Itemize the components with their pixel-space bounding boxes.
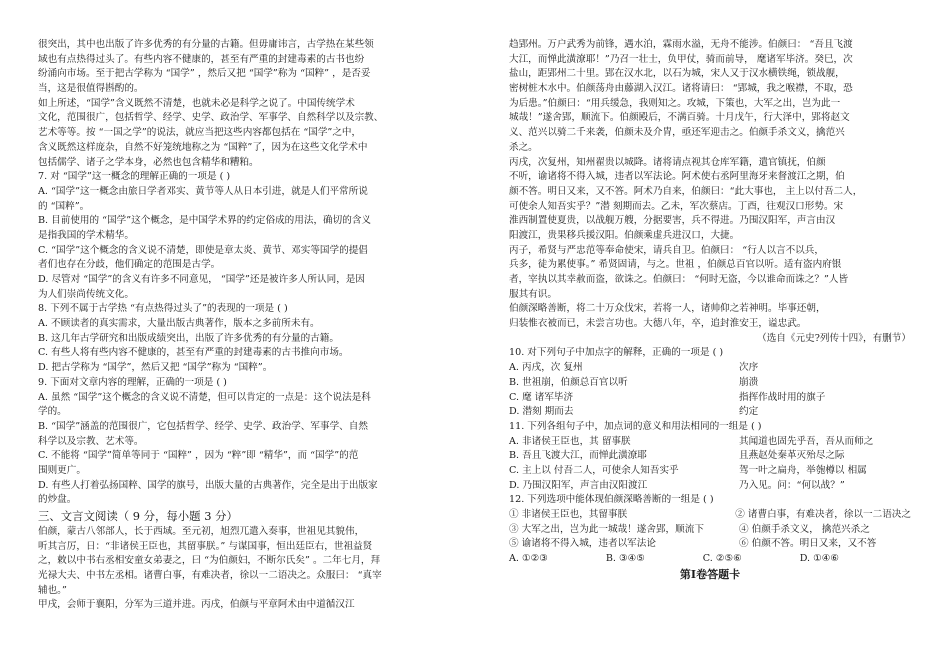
text-line: 为后患。”伯颜曰：“用兵缓急，我则知之。攻城，下策也，大军之出，岂为此一 bbox=[509, 97, 841, 109]
choice-d: D. ①④⑥ bbox=[799, 553, 839, 565]
choice-a: A. ①②③ bbox=[509, 553, 548, 565]
text-line: A. “国学”这一概念由旅日学者邓实、黄节等人从日本引进，就是人们平常所说 bbox=[38, 185, 368, 197]
text-line: 甲戌，会师于襄阳，分军为三道并进。丙戌，伯颜与平章阿术由中道循汉江 bbox=[38, 599, 355, 611]
text-line: 伯颜，蒙古八邻部人，长于西域。至元初，旭烈兀遣入奏事，世祖见其貌伟， bbox=[38, 526, 365, 537]
text-line: 纷涌向市场。至于把古学称为 “国学” ，然后又把 “国学”称为 “国粹” ，是否妥 bbox=[38, 68, 371, 80]
text-line: C. “国学”这个概念的含义说不清楚，即使是章太炎、黄节、邓实等国学的提倡 bbox=[38, 244, 368, 256]
option-sentence: C. 主上以 付吾二人，可使余人知吾实乎 bbox=[509, 464, 679, 476]
option-row bbox=[509, 376, 911, 391]
text-line: 不听，谕诸将不得入城，违者以军法论。阿术使右丞阿里海牙来督渡江之期，伯 bbox=[509, 171, 845, 183]
option-explanation: 崩溃 bbox=[739, 376, 759, 388]
statement: ⑤ 谕诸将不得入城，违者以军法论 bbox=[509, 538, 656, 550]
statement: ② 诸曹白事，有难决者，徐以一二语决之 bbox=[735, 509, 911, 520]
text-line: 淮西制置使夏贵，以战舰万艘，分据要害，兵不得进。乃围汉阳军，声言由汉 bbox=[509, 215, 836, 227]
left-column bbox=[38, 38, 438, 613]
text-line: 丙戌，次复州，知州翟贵以城降。诸将请点视其仓库军籍，遣官镇抚，伯颜 bbox=[509, 156, 826, 168]
question-stem: 11. 下列各组句子中，加点词的意义和用法相同的一组是 ( ) bbox=[509, 420, 762, 432]
text-line: 的炒盘。 bbox=[38, 494, 77, 506]
option-sentence: B. 世祖崩，伯颜总百官以听 bbox=[509, 376, 628, 388]
text-line: 大江，而惮此潢潦耶！”乃召一壮士，负甲仗，骑而前导， 麾诸军毕济。癸巳，次 bbox=[509, 53, 853, 65]
option-sentence: A. 非诸侯王臣也，其 留事朕 bbox=[509, 435, 631, 447]
modern-text-passage-and-questions bbox=[38, 38, 438, 508]
option-sentence: B. 吾且飞渡大江，而惮此潢潦耶 bbox=[509, 450, 647, 462]
section-heading-classical-reading: 三、文言文阅读（ 9 分，每小题 3 分） bbox=[38, 509, 238, 523]
option-compare-sentence: 乃入见。问：“何以战？” bbox=[739, 479, 845, 491]
statement: ① 非诸侯王臣也，其留事朕 bbox=[509, 509, 628, 520]
text-line: 的 “国粹”。 bbox=[38, 200, 90, 212]
text-line: B. 目前使用的 “国学”这个概念，是中国学术界的约定俗成的用法，确切的含义 bbox=[38, 215, 372, 227]
statement: ④ 伯颜手杀文义， 擒范兴杀之 bbox=[739, 523, 870, 535]
statement: ③ 大军之出，岂为此一城哉！遂舍郢，顺流下 bbox=[509, 523, 704, 535]
text-line: 含义既然这样庞杂，自然不好笼统地称之为 “国粹”了，因为在这些文化学术中 bbox=[38, 141, 368, 153]
text-line: 阳渡江，贵果移兵援汉阳。伯颜乘虚兵进汉口，大捷。 bbox=[509, 229, 740, 241]
text-line: 科学以及宗教、艺术等。 bbox=[38, 435, 144, 447]
text-line: 兵多，徒为累使事。” 希贤固请，与之。世祖 ，伯颜总百官以听。适有盗内府银 bbox=[509, 259, 842, 271]
option-row bbox=[509, 361, 911, 376]
text-line: 者们也存在分歧，他们确定的范围是古学。 bbox=[38, 259, 221, 271]
option-row bbox=[509, 405, 911, 420]
text-line: 为人们崇尚传统文化。 bbox=[38, 288, 134, 300]
text-line: 颜不答。明日又来，又不答。阿术乃自来，伯颜曰：“此大事也， 主上以付吾二人， bbox=[509, 185, 863, 197]
text-line: 之，敕以中书右丞相安童女弟妻之，曰 “为伯颜妇，不断尔氏矣” 。二年七月，拜 bbox=[38, 555, 381, 567]
question-11 bbox=[509, 420, 911, 493]
option-row bbox=[509, 464, 911, 479]
text-line: 城哉！”遂舍郢，顺流下。伯颜殿后，不满百骑。十月戊午，行大泽中，郢将赵文 bbox=[509, 112, 850, 124]
text-line: 盐山，距郢州二十里。郢在汉水北，以石为城，宋人又于汉水横铁绳，锁战舰， bbox=[509, 68, 845, 80]
text-line: 辅也。” bbox=[38, 584, 67, 596]
answer-sheet-title: 第Ⅰ卷答题卡 bbox=[679, 567, 741, 581]
text-line: 艺术等等。按 “一国之学”的说法，就应当把这些内容都包括在 “国学”之中， bbox=[38, 127, 362, 139]
statement-row bbox=[509, 508, 911, 523]
text-line: 如上所述，“国学”含义既然不清楚，也就未必是科学之说了。中国传统学术 bbox=[38, 97, 355, 109]
option-explanation: 次序 bbox=[739, 362, 759, 374]
text-line: 伯颜深略善断，将二十万众伐宋，若将一人，诸帅仰之若神明。毕事还朝， bbox=[509, 303, 826, 315]
option-row bbox=[509, 479, 911, 494]
text-line: 9. 下面对文章内容的理解，正确的一项是 ( ) bbox=[38, 376, 227, 388]
source-note: （选自《元史?列传十四》，有删节） bbox=[757, 332, 911, 344]
option-row bbox=[509, 435, 911, 450]
text-line: 是指我国的学术精华。 bbox=[38, 229, 134, 241]
option-row bbox=[509, 391, 911, 406]
choice-c: C. ②⑤⑥ bbox=[702, 553, 742, 565]
text-line: A. 虽然 “国学”这个概念的含义说不清楚，但可以肯定的一点是：这个说法是科 bbox=[38, 391, 371, 403]
text-line: 丙子，希贤与严忠范等奉命使宋，请兵自卫。伯颜曰： “行人以言不以兵， bbox=[509, 244, 824, 256]
option-sentence: C. 麾 诸军毕济 bbox=[509, 391, 574, 403]
question-stem: 12. 下列选项中能体现伯颜深略善断的一组是 ( ) bbox=[509, 494, 714, 506]
text-line: D. 尽管对 “国学”的含义有许多不同意见， “国学”还是被许多人所认同，是因 bbox=[38, 274, 365, 285]
option-compare-sentence: 其闻道也固先乎吾，吾从而师之 bbox=[739, 435, 874, 447]
option-explanation: 指挥作战时用的旗子 bbox=[739, 391, 826, 403]
statement-row bbox=[509, 523, 911, 538]
text-line: 听其言厉，日：“非诸侯王臣也，其留事朕。” 与谋国事，恒出廷臣右，世祖益贤 bbox=[38, 540, 373, 552]
option-row bbox=[509, 449, 911, 464]
option-sentence: D. 潜刻 期而去 bbox=[509, 406, 574, 418]
text-line: 7. 对 “国学”这一概念的理解正确的一项是 ( ) bbox=[38, 171, 231, 183]
text-line: 归装惟衣被而已，未尝言功也。大德八年，卒，追封淮安王，谥忠武。 bbox=[509, 318, 807, 330]
text-line: 光禄大夫、中书左丞相。诸曹白事，有难决者，徐以一二语决之。众服曰： “真宰 bbox=[38, 570, 382, 582]
text-line: 很突出，其中也出版了许多优秀的有分量的古籍。但毋庸讳言，古学热在某些领 bbox=[38, 39, 374, 50]
classical-passage-continued bbox=[509, 38, 911, 332]
text-line: 域也有点热得过头了。有些内容不健康的，甚至有严重的封建毒素的古书也纷 bbox=[38, 53, 365, 65]
text-line: 8. 下列不属于古学热 “有点热得过头了”的表现的一项是 ( ) bbox=[38, 303, 288, 315]
statement: ⑥ 伯颜不答。明日又来，又不答 bbox=[739, 538, 877, 550]
option-compare-sentence: 驾一叶之扁舟，举匏樽以 相属 bbox=[739, 464, 867, 476]
question-10 bbox=[509, 346, 911, 419]
text-line: 文化，范围很广，包括哲学、经学、史学、政治学、军事学、自然科学以及宗教、 bbox=[38, 112, 384, 124]
choice-b: B. ③④⑤ bbox=[605, 553, 645, 565]
option-explanation: 约定 bbox=[739, 406, 759, 418]
text-line: B. “国学”涵盖的范围很广，它包括哲学、经学、史学、政治学、军事学、自然 bbox=[38, 420, 368, 432]
text-line: 义、范兴以骑二千来袭，伯颜未及介胄，亟还军迎击之。伯颜手杀文义，擒范兴 bbox=[509, 127, 845, 139]
answer-choices bbox=[509, 552, 911, 567]
text-line: C. 有些人将有些内容不健康的，甚至有严重的封建毒素的古书推向市场。 bbox=[38, 347, 349, 359]
question-12 bbox=[509, 493, 911, 566]
text-line: 服其有识。 bbox=[509, 288, 557, 300]
option-compare-sentence: 且燕赵处秦革灭殆尽之际 bbox=[739, 450, 845, 462]
text-line: 包括儒学、诸子之学本身，必然也包含精华和糟粕。 bbox=[38, 156, 259, 168]
statement-row bbox=[509, 537, 911, 552]
classical-passage-start bbox=[38, 525, 438, 613]
option-sentence: D. 乃围汉阳军，声言由汉阳渡江 bbox=[509, 479, 648, 491]
text-line: 围则更广。 bbox=[38, 464, 86, 476]
text-line: 趋郢州。万户武秀为前锋，遇水泊，霖雨水溢，无舟不能涉。伯颜曰： “吾且飞渡 bbox=[509, 39, 853, 50]
text-line: D. 有些人打着弘扬国粹、国学的旗号，出版大量的古典著作，完全是出于出版家 bbox=[38, 479, 378, 491]
text-line: 者，宰执以其幸赦而盗，欲诛之。伯颜曰： “何时无盗，今以谁命而诛之？”人皆 bbox=[509, 274, 849, 285]
question-stem: 10. 对下列句子中加点字的解释，正确的一项是 ( ) bbox=[509, 347, 724, 359]
text-line: A. 不顾读者的真实需求，大量出版古典著作，版本之多前所未有。 bbox=[38, 318, 320, 330]
option-sentence: A. 丙戌，次 复州 bbox=[509, 362, 583, 374]
text-line: 当，这是很值得斟酌的。 bbox=[38, 83, 144, 95]
text-line: B. 这几年古学研究和出版成绩突出，出版了许多优秀的有分量的古籍。 bbox=[38, 332, 339, 344]
text-line: 密树桩木水中。伯颜荡舟由藤湖入汉江。诸将请曰： “郢城，我之喉襟，不取，恐 bbox=[509, 83, 853, 95]
text-line: D. 把古学称为 “国学”，然后又把 “国学”称为 “国粹”。 bbox=[38, 362, 273, 374]
text-line: 杀之。 bbox=[509, 141, 538, 153]
text-line: 可使余人知吾实乎？”潜 刻期而去。乙未，军次蔡店。丁酉，往观汉口形势。宋 bbox=[509, 200, 844, 212]
right-column bbox=[509, 38, 911, 583]
text-line: C. 不能将 “国学”简单等同于 “国粹” ，因为 “粹”即 “精华”，而 “国学”的范 bbox=[38, 450, 359, 462]
text-line: 学的。 bbox=[38, 406, 67, 418]
